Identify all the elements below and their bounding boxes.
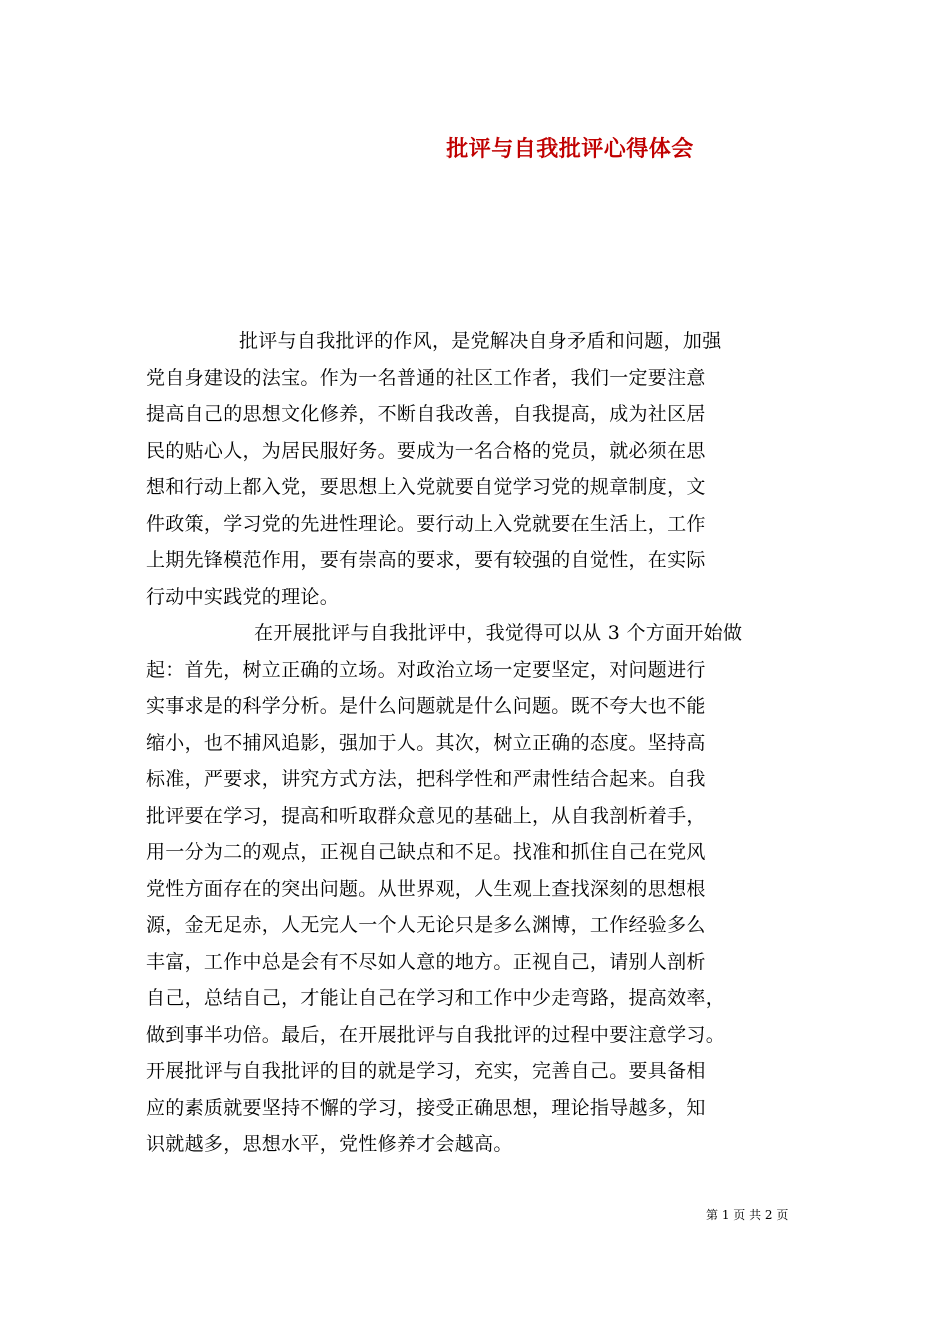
paragraph-2-line-6: 批评要在学习，提高和听取群众意见的基础上，从自我剖析着手， [146,804,706,827]
paragraph-2-line-4: 缩小，也不捕风追影，强加于人。其次，树立正确的态度。坚持高 [146,731,706,754]
paragraph-2-line-8: 党性方面存在的突出问题。从世界观，人生观上查找深刻的思想根 [146,877,706,900]
paragraph-1-line-7: 上期先锋模范作用，要有崇高的要求，要有较强的自觉性，在实际 [146,549,706,571]
paragraph-1-line-4: 民的贴心人，为居民服好务。要成为一名合格的党员，就必须在思 [146,439,706,462]
paragraph-2-line-2: 起：首先，树立正确的立场。对政治立场一定要坚定，对问题进行 [146,658,706,681]
paragraph-1-line-2: 党自身建设的法宝。作为一名普通的社区工作者，我们一定要注意 [146,366,706,389]
document-body [146,323,806,1163]
paragraph-2-line-13: 开展批评与自我批评的目的就是学习，充实，完善自己。要具备相 [146,1060,706,1082]
paragraph-2-line-12: 做到事半功倍。最后，在开展批评与自我批评的过程中要注意学习。 [146,1023,726,1046]
paragraph-2-line-10: 丰富，工作中总是会有不尽如人意的地方。正视自己，请别人剖析 [146,950,706,973]
paragraph-2-line-7: 用一分为二的观点，正视自己缺点和不足。找准和抓住自己在党风 [146,841,706,863]
paragraph-1-line-5: 想和行动上都入党，要思想上入党就要自觉学习党的规章制度，文 [146,476,706,498]
paragraph-2-line-3: 实事求是的科学分析。是什么问题就是什么问题。既不夸大也不能 [146,695,706,717]
paragraph-2-line-9: 源，金无足赤，人无完人一个人无论只是多么渊博，工作经验多么 [146,914,706,936]
paragraph-2-line-1: 在开展批评与自我批评中，我觉得可以从 3 个方面开始做 [254,622,743,644]
paragraph-1-line-8: 行动中实践党的理论。 [146,585,340,608]
paragraph-2 [146,615,806,1163]
paragraph-2-line-14: 应的素质就要坚持不懈的学习，接受正确思想，理论指导越多，知 [146,1096,706,1119]
paragraph-2-line-15: 识就越多，思想水平，党性修养才会越高。 [146,1133,513,1155]
paragraph-2-line-5: 标准，严要求，讲究方式方法，把科学性和严肃性结合起来。自我 [146,768,706,790]
document-title: 批评与自我批评心得体会 [446,136,694,162]
paragraph-1-line-1: 批评与自我批评的作风，是党解决自身矛盾和问题，加强 [239,330,722,352]
paragraph-1-line-6: 件政策，学习党的先进性理论。要行动上入党就要在生活上，工作 [146,512,706,535]
paragraph-1 [146,323,806,615]
paragraph-1-line-3: 提高自己的思想文化修养，不断自我改善，自我提高，成为社区居 [146,403,706,425]
page-number-footer: 第 1 页 共 2 页 [706,1208,789,1222]
paragraph-2-line-11: 自己，总结自己，才能让自己在学习和工作中少走弯路，提高效率， [146,987,726,1009]
